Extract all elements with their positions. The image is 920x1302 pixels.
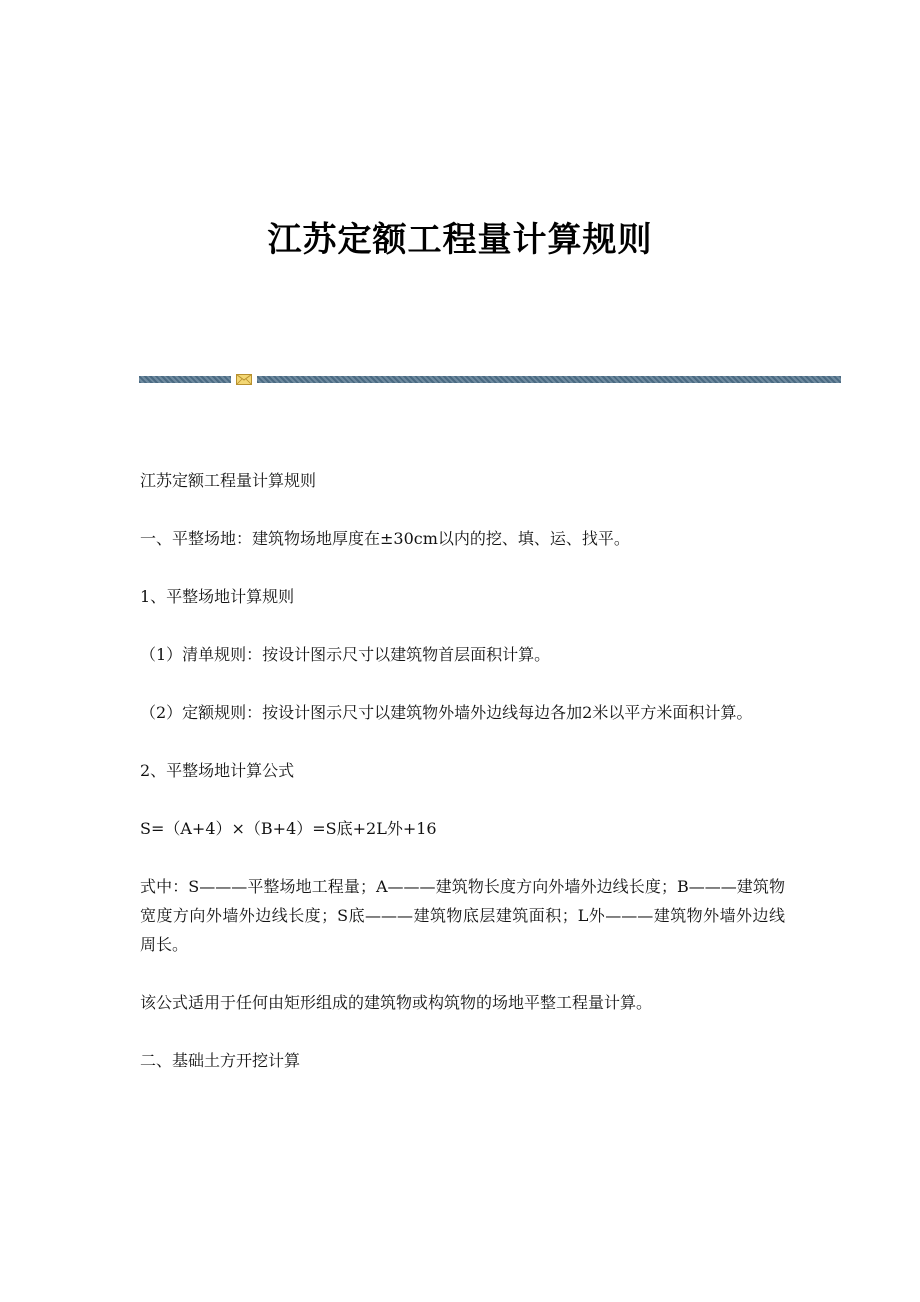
paragraph-rule-list: （1）清单规则：按设计图示尺寸以建筑物首层面积计算。 [140, 645, 551, 664]
paragraph-subtitle: 江苏定额工程量计算规则 [140, 471, 317, 490]
document-body [140, 466, 785, 1104]
paragraph-heading-1-2: 2、平整场地计算公式 [140, 761, 295, 780]
paragraph-heading-1-1: 1、平整场地计算规则 [140, 587, 295, 606]
paragraph-rule-quota: （2）定额规则：按设计图示尺寸以建筑物外墙外边线每边各加2米以平方米面积计算。 [140, 703, 753, 722]
divider-bar-right [257, 376, 841, 383]
paragraph-section-1: 一、平整场地：建筑物场地厚度在±30cm以内的挖、填、运、找平。 [140, 529, 630, 548]
paragraph-formula: S=（A+4）×（B+4）=S底+2L外+16 [140, 819, 437, 838]
paragraph-formula-scope: 该公式适用于任何由矩形组成的建筑物或构筑物的场地平整工程量计算。 [140, 993, 653, 1012]
divider-bar-left [139, 376, 231, 383]
document-title: 江苏定额工程量计算规则 [267, 220, 653, 260]
paragraph-section-2: 二、基础土方开挖计算 [140, 1051, 301, 1070]
paragraph-formula-legend: 式中：S———平整场地工程量；A———建筑物长度方向外墙外边线长度；B———建筑物宽度方向外墙外边线长度；S底———建筑物底层建筑面积；L外———建筑物外墙外边线周长。 [140, 877, 785, 954]
title-divider [139, 374, 841, 384]
envelope-icon [236, 374, 252, 385]
